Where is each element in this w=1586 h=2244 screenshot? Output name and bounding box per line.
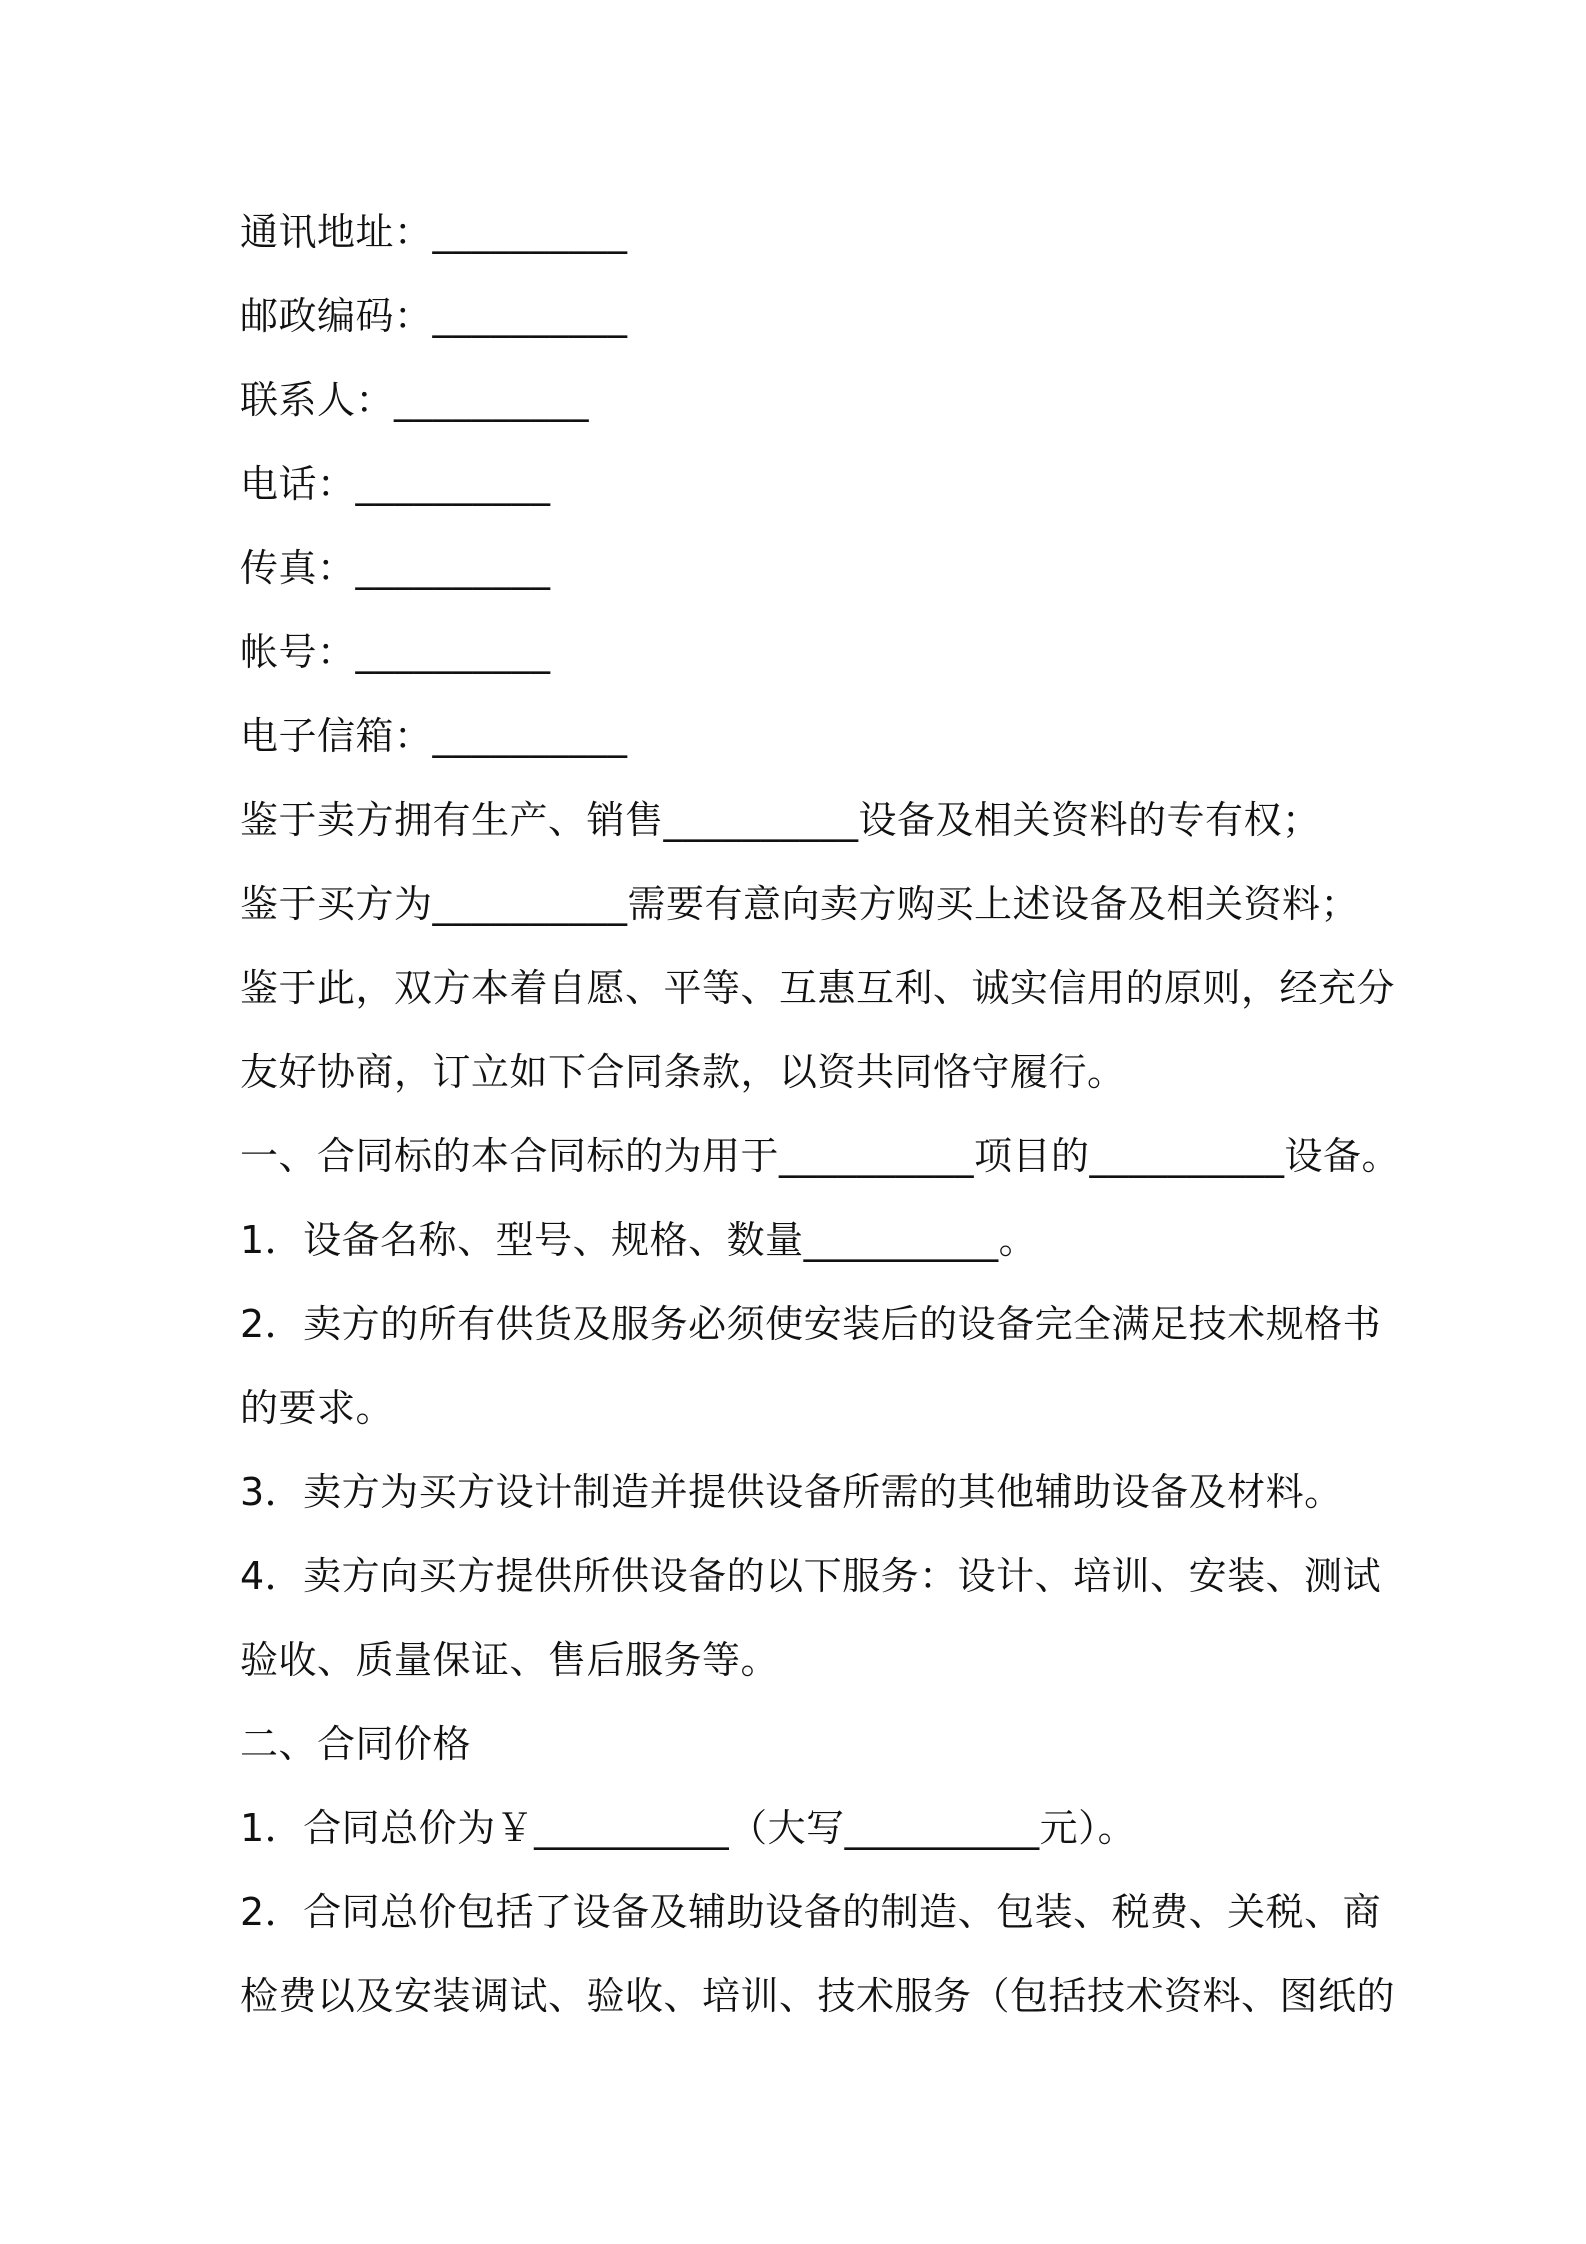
clause-2-1: 1．合同总价为￥__________（大写__________元）。 bbox=[240, 1806, 1137, 1850]
clause-1-3: 3．卖方为买方设计制造并提供设备所需的其他辅助设备及材料。 bbox=[240, 1470, 1343, 1514]
clause-1-2-line-1: 2．卖方的所有供货及服务必须使安装后的设备完全满足技术规格书 bbox=[240, 1302, 1382, 1346]
recital-seller: 鉴于卖方拥有生产、销售__________设备及相关资料的专有权； bbox=[240, 798, 1321, 842]
clause-1-2-line-2: 的要求。 bbox=[240, 1386, 395, 1430]
clause-1-1: 1．设备名称、型号、规格、数量__________。 bbox=[240, 1218, 1038, 1262]
recital-principles-line-2: 友好协商，订立如下合同条款，以资共同恪守履行。 bbox=[240, 1050, 1126, 1094]
section-2-heading: 二、合同价格 bbox=[240, 1722, 472, 1766]
field-postal-code: 邮政编码：__________ bbox=[240, 294, 628, 338]
clause-1-4-line-1: 4．卖方向买方提供所供设备的以下服务：设计、培训、安装、测试 bbox=[240, 1554, 1382, 1598]
clause-2-2-line-1: 2．合同总价包括了设备及辅助设备的制造、包装、税费、关税、商 bbox=[240, 1890, 1382, 1934]
field-mailing-address: 通讯地址：__________ bbox=[240, 210, 628, 254]
contract-page bbox=[240, 190, 1401, 2038]
clause-2-2-line-2: 检费以及安装调试、验收、培训、技术服务（包括技术资料、图纸的 bbox=[240, 1974, 1396, 2018]
field-phone: 电话：__________ bbox=[240, 462, 551, 506]
field-fax: 传真：__________ bbox=[240, 546, 551, 590]
recital-principles-line-1: 鉴于此，双方本着自愿、平等、互惠互利、诚实信用的原则，经充分 bbox=[240, 966, 1396, 1010]
field-account-number: 帐号：__________ bbox=[240, 630, 551, 674]
field-contact-person: 联系人：__________ bbox=[240, 378, 590, 422]
clause-1-4-line-2: 验收、质量保证、售后服务等。 bbox=[240, 1638, 780, 1682]
field-email: 电子信箱：__________ bbox=[240, 714, 628, 758]
recital-buyer: 鉴于买方为__________需要有意向卖方购买上述设备及相关资料； bbox=[240, 882, 1360, 926]
section-1-heading: 一、合同标的本合同标的为用于__________项目的__________设备。 bbox=[240, 1134, 1401, 1178]
